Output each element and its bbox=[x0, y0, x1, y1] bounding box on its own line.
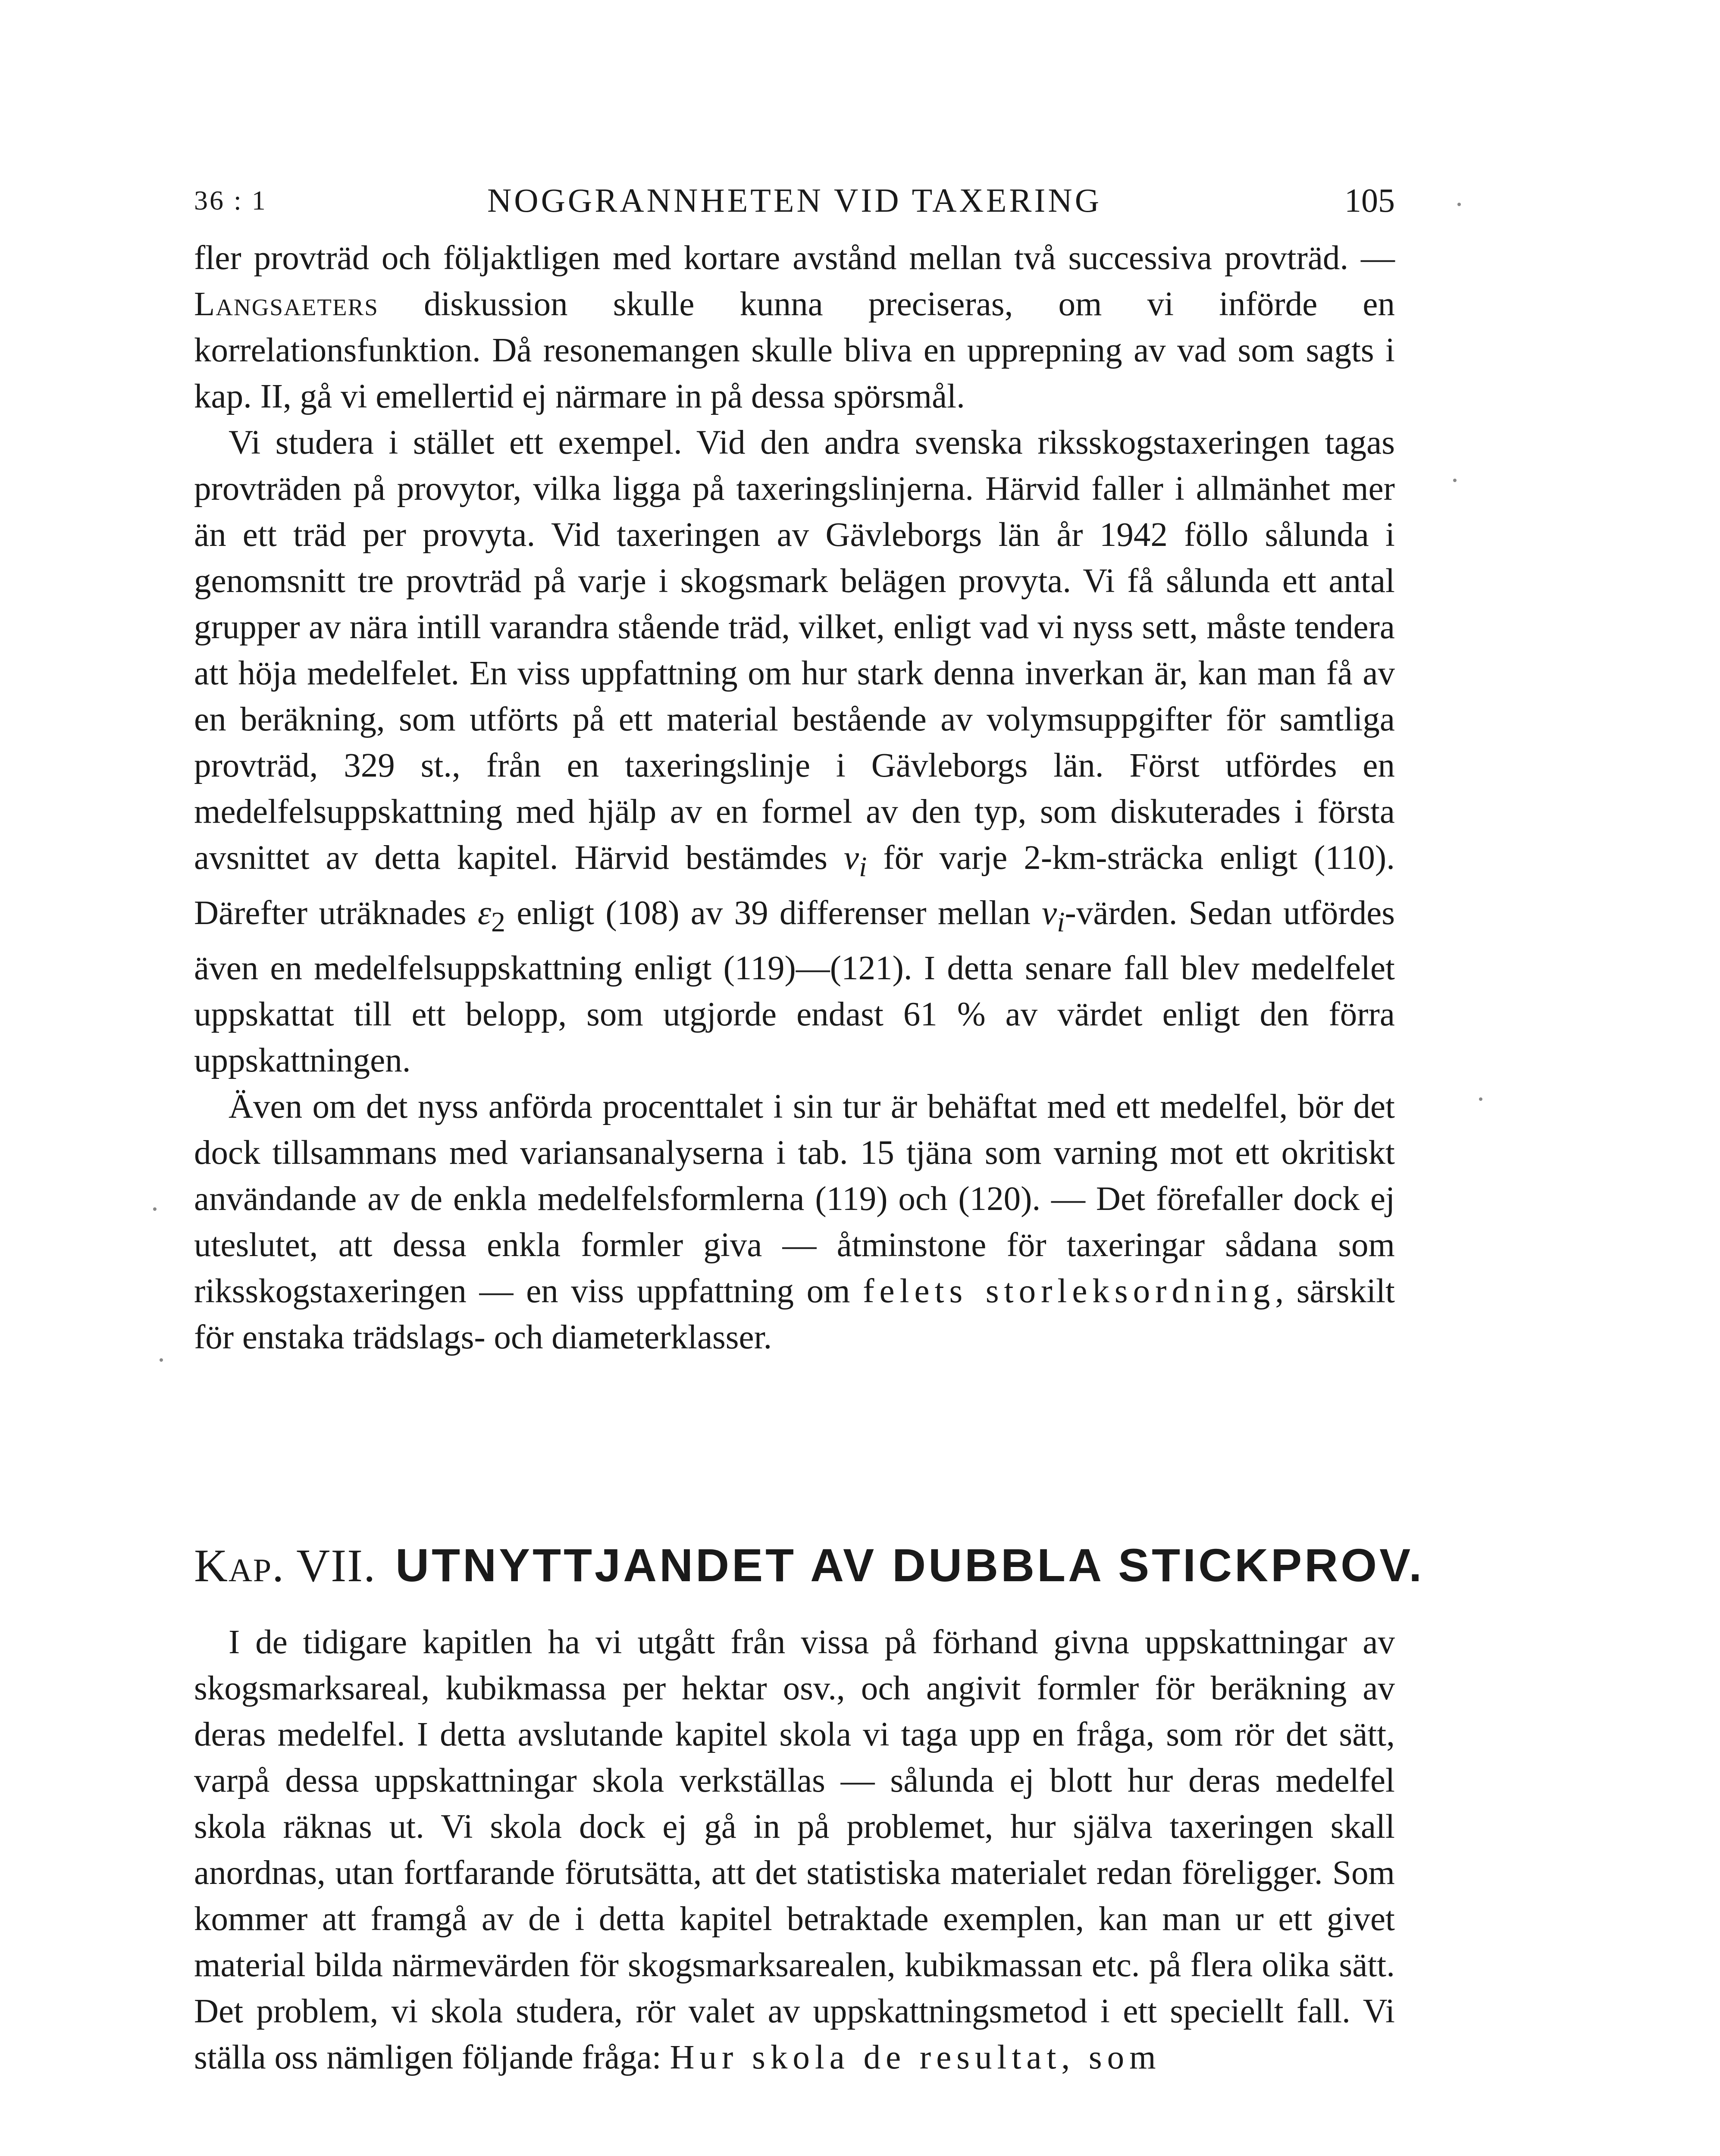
chapter-label: Kap. VII. bbox=[194, 1540, 376, 1592]
chapter-title: UTNYTTJANDET AV DUBBLA STICKPROV. bbox=[395, 1539, 1425, 1591]
text-run: Vi studera i stället ett exempel. Vid den andra svenska riksskogstaxeringen tagas provträden på provytor, vilka ligga på taxeringslinjerna. Härvid faller i allmänhet mer än ett träd per provyta. Vid taxeringen av Gävleborgs län år 1942 föllo sålunda i genomsnitt tre provträd på varje i skogsmark belägen provyta. Vi få sålunda ett antal grupper av nära intill varandra stående träd, vilket, enligt vad vi nyss sett, måste tendera att höja medelfelet. En viss uppfattning om hur stark denna inverkan är, kan man få av en beräkning, som utförts på ett material bestående av volymsuppgifter för samtliga provträd, 329 st., från en taxeringslinje i Gävleborgs län. Först utfördes en medelfelsuppskattning med hjälp av en formel av den typ, som diskuterades i första avsnittet av detta kapitel. Härvid bestämdes bbox=[194, 424, 1395, 877]
main-text bbox=[194, 235, 1395, 1360]
paragraph-1 bbox=[194, 235, 1395, 420]
chapter-heading bbox=[194, 1533, 1425, 1598]
emphasis-spaced: felets storleksordning bbox=[863, 1272, 1275, 1310]
chapter-text bbox=[194, 1619, 1395, 2081]
paragraph-3 bbox=[194, 1084, 1395, 1360]
author-name: Langsaeters bbox=[194, 285, 379, 323]
text-run: -värden. Sedan utfördes även en medelfelsuppskattning enligt (119)—(121). I detta senare fall blev medelfelet uppskattat till ett belopp, som utgjorde endast 61 % av värdet enligt den förra uppskattningen. bbox=[194, 894, 1395, 1079]
section-number: 36 : 1 bbox=[194, 185, 267, 216]
text-run: enligt (108) av 39 differenser mellan bbox=[505, 894, 1042, 932]
math-symbol: ε bbox=[477, 894, 492, 932]
scan-speck bbox=[160, 1358, 163, 1362]
math-symbol: v bbox=[1042, 894, 1057, 932]
running-header bbox=[194, 175, 1395, 226]
running-title: NOGGRANNHETEN VID TAXERING bbox=[487, 182, 1102, 219]
math-subscript: 2 bbox=[491, 906, 505, 938]
scan-speck bbox=[1457, 203, 1461, 206]
text-run: för varje 2-km-sträcka enligt (110). Därefter uträknades bbox=[194, 839, 1395, 932]
math-subscript: i bbox=[1057, 906, 1065, 938]
text-run: fler provträd och följaktligen med kortare avstånd mellan två successiva provträd. — bbox=[194, 239, 1395, 277]
text-run: , särskilt för enstaka trädslags- och diameterklasser. bbox=[194, 1272, 1395, 1356]
scan-speck bbox=[153, 1207, 157, 1211]
paragraph-2 bbox=[194, 420, 1395, 1084]
text-run: Även om det nyss anförda procenttalet i sin tur är behäftat med ett medelfel, bör det dock tillsammans med variansanalyserna i tab. 15 tjäna som varning mot ett okritiskt användande av de enkla medelfelsformlerna (119) och (120). — Det förefaller dock ej uteslutet, att dessa enkla formler giva — åtminstone för taxeringar sådana som riksskogstaxeringen — en viss uppfattning om bbox=[194, 1087, 1395, 1310]
chapter-paragraph-1 bbox=[194, 1619, 1395, 2081]
math-subscript: i bbox=[859, 851, 867, 883]
text-run: diskussion skulle kunna preciseras, om vi införde en korrelationsfunktion. Då resonemangen skulle bliva en upprepning av vad som sagts i kap. II, gå vi emellertid ej närmare in på dessa spörsmål. bbox=[194, 285, 1395, 415]
scan-speck bbox=[1479, 1097, 1482, 1101]
scan-speck bbox=[1453, 479, 1457, 482]
text-run: I de tidigare kapitlen ha vi utgått från vissa på förhand givna uppskattningar av skogsmarksareal, kubikmassa per hektar osv., och angivit formler för beräkning av deras medelfel. I detta avslutande kapitel skola vi taga upp en fråga, som rör det sätt, varpå dessa uppskattningar skola verkställas — sålunda ej blott hur deras medelfel skola räknas ut. Vi skola dock ej gå in på problemet, hur själva taxeringen skall anordnas, utan fortfarande förutsätta, att det statistiska materialet redan föreligger. Som kommer att framgå av de i detta kapitel betraktade exemplen, kan man ur ett givet material bilda närmevärden för skogsmarksarealen, kubikmassan etc. på flera olika sätt. Det problem, vi skola studera, rör valet av uppskattningsmetod i ett speciellt fall. Vi ställa oss nämligen följande fråga: bbox=[194, 1623, 1395, 2076]
page-number: 105 bbox=[1344, 182, 1395, 219]
emphasis-spaced: Hur skola de resultat, som bbox=[670, 2039, 1161, 2076]
math-symbol: v bbox=[843, 839, 859, 877]
